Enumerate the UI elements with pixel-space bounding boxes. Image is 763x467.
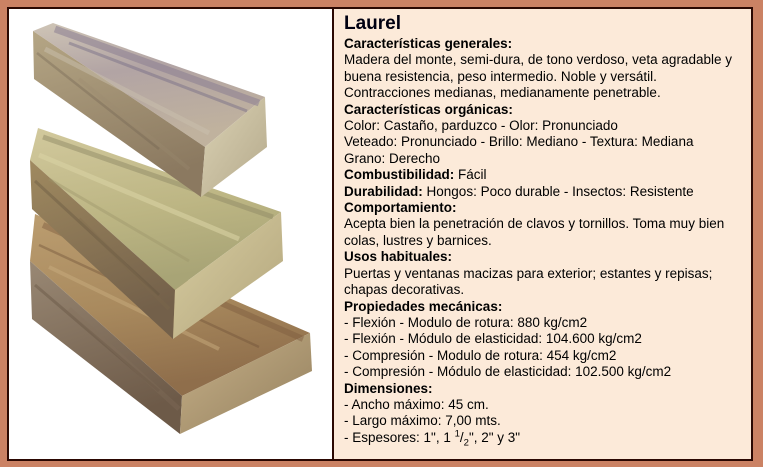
text-caracteristicas-generales: Madera del monte, semi-dura, de tono verdoso, veta agradable y buena resistencia, peso intermedio. Noble y versátil. Contracciones medianas, medianamente penetrable.: [344, 52, 732, 101]
item-flexion-rotura: - Flexión - Modulo de rotura: 880 kg/cm2: [344, 314, 588, 330]
wood-image-panel: [9, 9, 332, 459]
text-grano: Grano: Derecho: [344, 150, 441, 166]
text-comportamiento: Acepta bien la penetración de clavos y tornillos. Toma muy bien colas, lustres y barnices.: [344, 216, 725, 248]
line-durabilidad: [344, 184, 745, 200]
value-combustibilidad: Fácil: [458, 167, 487, 183]
espesores-fraction-denominator: 2: [463, 437, 469, 449]
item-compresion-elasticidad: - Compresión - Módulo de elasticidad: 102.500 kg/cm2: [344, 364, 672, 380]
value-durabilidad: Hongos: Poco durable - Insectos: Resistente: [426, 183, 694, 199]
item-ancho-maximo: - Ancho máximo: 45 cm.: [344, 396, 489, 412]
item-espesores: [344, 428, 745, 449]
wood-info-card: [7, 7, 753, 461]
wood-description-panel: [334, 9, 751, 459]
item-compresion-rotura: - Compresión - Modulo de rotura: 454 kg/cm2: [344, 347, 617, 363]
heading-dimensiones: Dimensiones:: [344, 380, 433, 396]
heading-usos-habituales: Usos habituales:: [344, 249, 453, 265]
espesores-suffix: ", 2" y 3": [468, 429, 521, 445]
text-color-olor: Color: Castaño, parduzco - Olor: Pronunciado: [344, 118, 618, 134]
label-combustibilidad: Combustibilidad:: [344, 167, 455, 183]
heading-comportamiento: Comportamiento:: [344, 200, 457, 216]
text-usos-habituales: Puertas y ventanas macizas para exterior; estantes y repisas; chapas decorativas.: [344, 265, 713, 298]
line-combustibilidad: [344, 167, 745, 183]
heading-caracteristicas-generales: Características generales:: [344, 36, 513, 51]
espesores-fraction-slash: /: [459, 429, 464, 445]
heading-caracteristicas-organicas: Características orgánicas:: [344, 101, 513, 117]
heading-propiedades-mecanicas: Propiedades mecánicas:: [344, 298, 503, 314]
item-flexion-elasticidad: - Flexión - Módulo de elasticidad: 104.600 kg/cm2: [344, 331, 642, 347]
wood-planks-image: [9, 9, 332, 457]
label-durabilidad: Durabilidad:: [344, 183, 423, 199]
text-veteado-brillo-textura: Veteado: Pronunciado - Brillo: Mediano - Textura: Mediana: [344, 134, 694, 150]
espesores-prefix: - Espesores: 1", 1: [344, 429, 455, 445]
item-largo-maximo: - Largo máximo: 7,00 mts.: [344, 413, 501, 429]
espesores-fraction-numerator: 1: [454, 428, 460, 440]
page-title: Laurel: [344, 13, 402, 34]
